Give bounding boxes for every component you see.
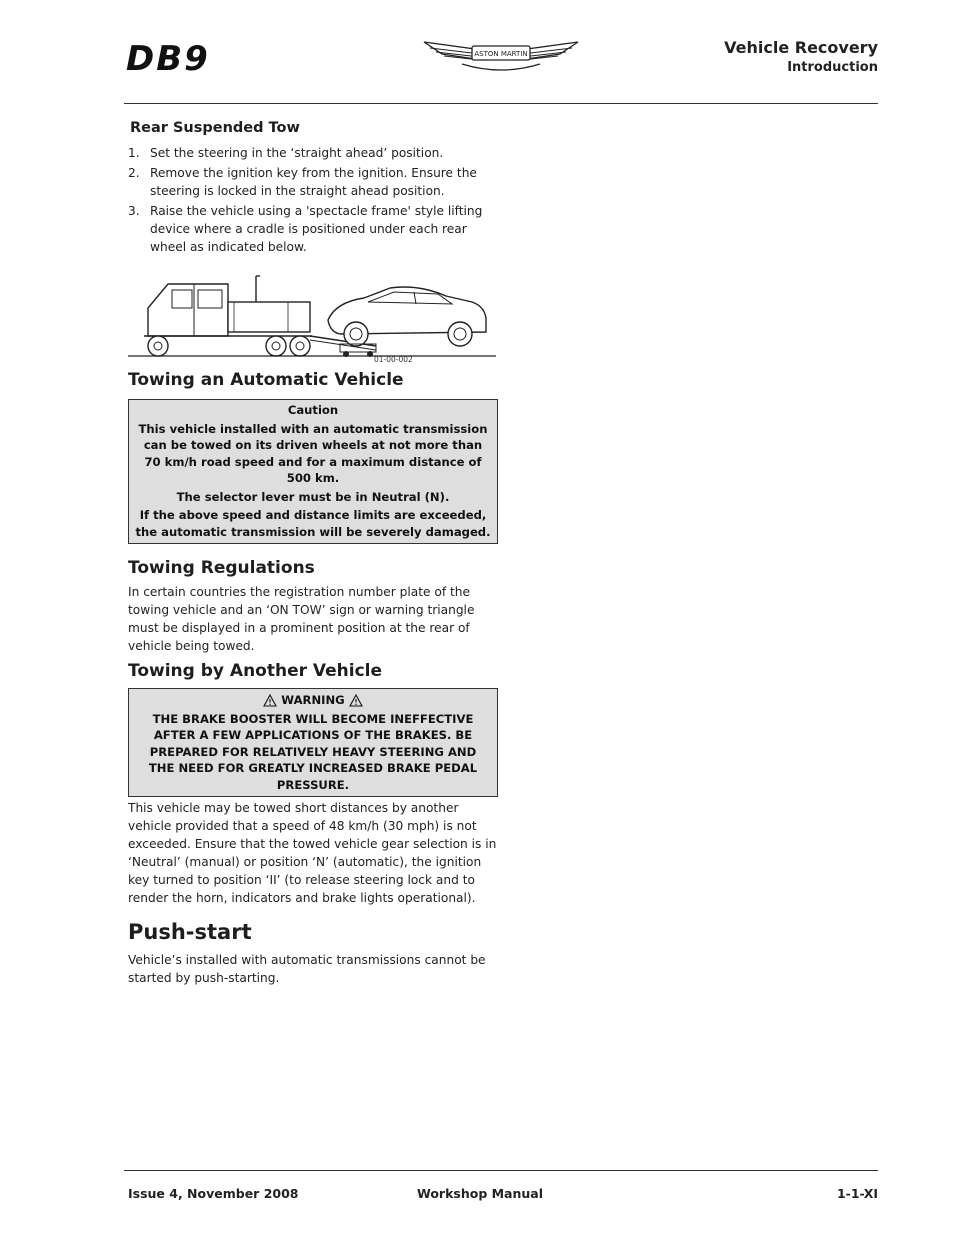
brand-badge-text: ASTON MARTIN xyxy=(474,50,528,58)
db9-logo xyxy=(124,40,238,74)
footer-divider xyxy=(124,1170,878,1171)
warning-box xyxy=(128,688,498,797)
step-number: 1. xyxy=(128,146,140,160)
push-start-heading: Push-start xyxy=(128,920,252,944)
caution-title: Caution xyxy=(287,403,339,417)
warning-triangle-icon xyxy=(349,694,363,707)
aston-martin-wings-logo xyxy=(422,36,580,76)
figure-reference: 01-00-002 xyxy=(374,355,413,364)
rear-tow-heading: Rear Suspended Tow xyxy=(130,120,300,136)
caution-text: If the above speed and distance limits are exceeded, the automatic transmission will be severely damaged. xyxy=(135,508,491,539)
header-divider xyxy=(124,103,878,104)
step-text: Remove the ignition key from the ignition. Ensure the steering is locked in the straight ahead position. xyxy=(150,166,477,198)
towing-regulations-text: In certain countries the registration number plate of the towing vehicle and an ‘ON TOW’ sign or warning triangle must be displayed in a prominent position at the rear of vehicle being towed. xyxy=(128,585,475,653)
content-column xyxy=(128,120,498,987)
section-subtitle: Introduction xyxy=(787,60,878,75)
step-number: 3. xyxy=(128,204,140,218)
tow-truck-illustration xyxy=(128,272,496,364)
push-start-text: Vehicle’s installed with automatic transmissions cannot be started by push-starting. xyxy=(128,953,486,985)
section-title: Vehicle Recovery xyxy=(724,38,878,57)
step-item xyxy=(128,164,498,200)
warning-title: WARNING xyxy=(281,693,345,707)
db9-logo-text: DB9 xyxy=(126,40,210,74)
rear-tow-steps xyxy=(128,144,498,256)
towing-automatic-heading: Towing an Automatic Vehicle xyxy=(128,370,404,390)
warning-title-row xyxy=(135,692,491,709)
warning-triangle-icon xyxy=(263,694,277,707)
step-item xyxy=(128,202,498,256)
step-number: 2. xyxy=(128,166,140,180)
footer-manual-title: Workshop Manual xyxy=(416,1186,544,1201)
step-text: Raise the vehicle using a 'spectacle frame' style lifting device where a cradle is positioned under each rear wheel as indicated below. xyxy=(150,204,483,254)
towing-regulations-heading: Towing Regulations xyxy=(128,558,315,578)
warning-text: THE BRAKE BOOSTER WILL BECOME INEFFECTIVE AFTER A FEW APPLICATIONS OF THE BRAKES. BE PREPARED FOR RELATIVELY HEAVY STEERING AND THE NEED FOR GREATLY INCREASED BRAKE PEDAL PRESSURE. xyxy=(148,711,478,792)
towing-another-text: This vehicle may be towed short distances by another vehicle provided that a speed of 48 km/h (30 mph) is not exceeded. Ensure that the towed vehicle gear selection is in ‘Neutral’ (manual) or position ‘N’ (automatic), the ignition key turned to position ‘II’ (to release steering lock and to render the horn, indicators and brake lights operational). xyxy=(128,801,497,905)
caution-text: The selector lever must be in Neutral (N). xyxy=(176,489,450,504)
step-item xyxy=(128,144,498,162)
step-text: Set the steering in the ‘straight ahead’ position. xyxy=(150,146,444,160)
caution-box xyxy=(128,399,498,544)
footer-page-number: 1-1-XI xyxy=(836,1186,878,1201)
towing-another-heading: Towing by Another Vehicle xyxy=(128,661,383,681)
footer-issue: Issue 4, November 2008 xyxy=(128,1186,299,1201)
caution-text: This vehicle installed with an automatic transmission can be towed on its driven wheels at not more than 70 km/h road speed and for a maximum distance of 500 km. xyxy=(138,421,488,485)
